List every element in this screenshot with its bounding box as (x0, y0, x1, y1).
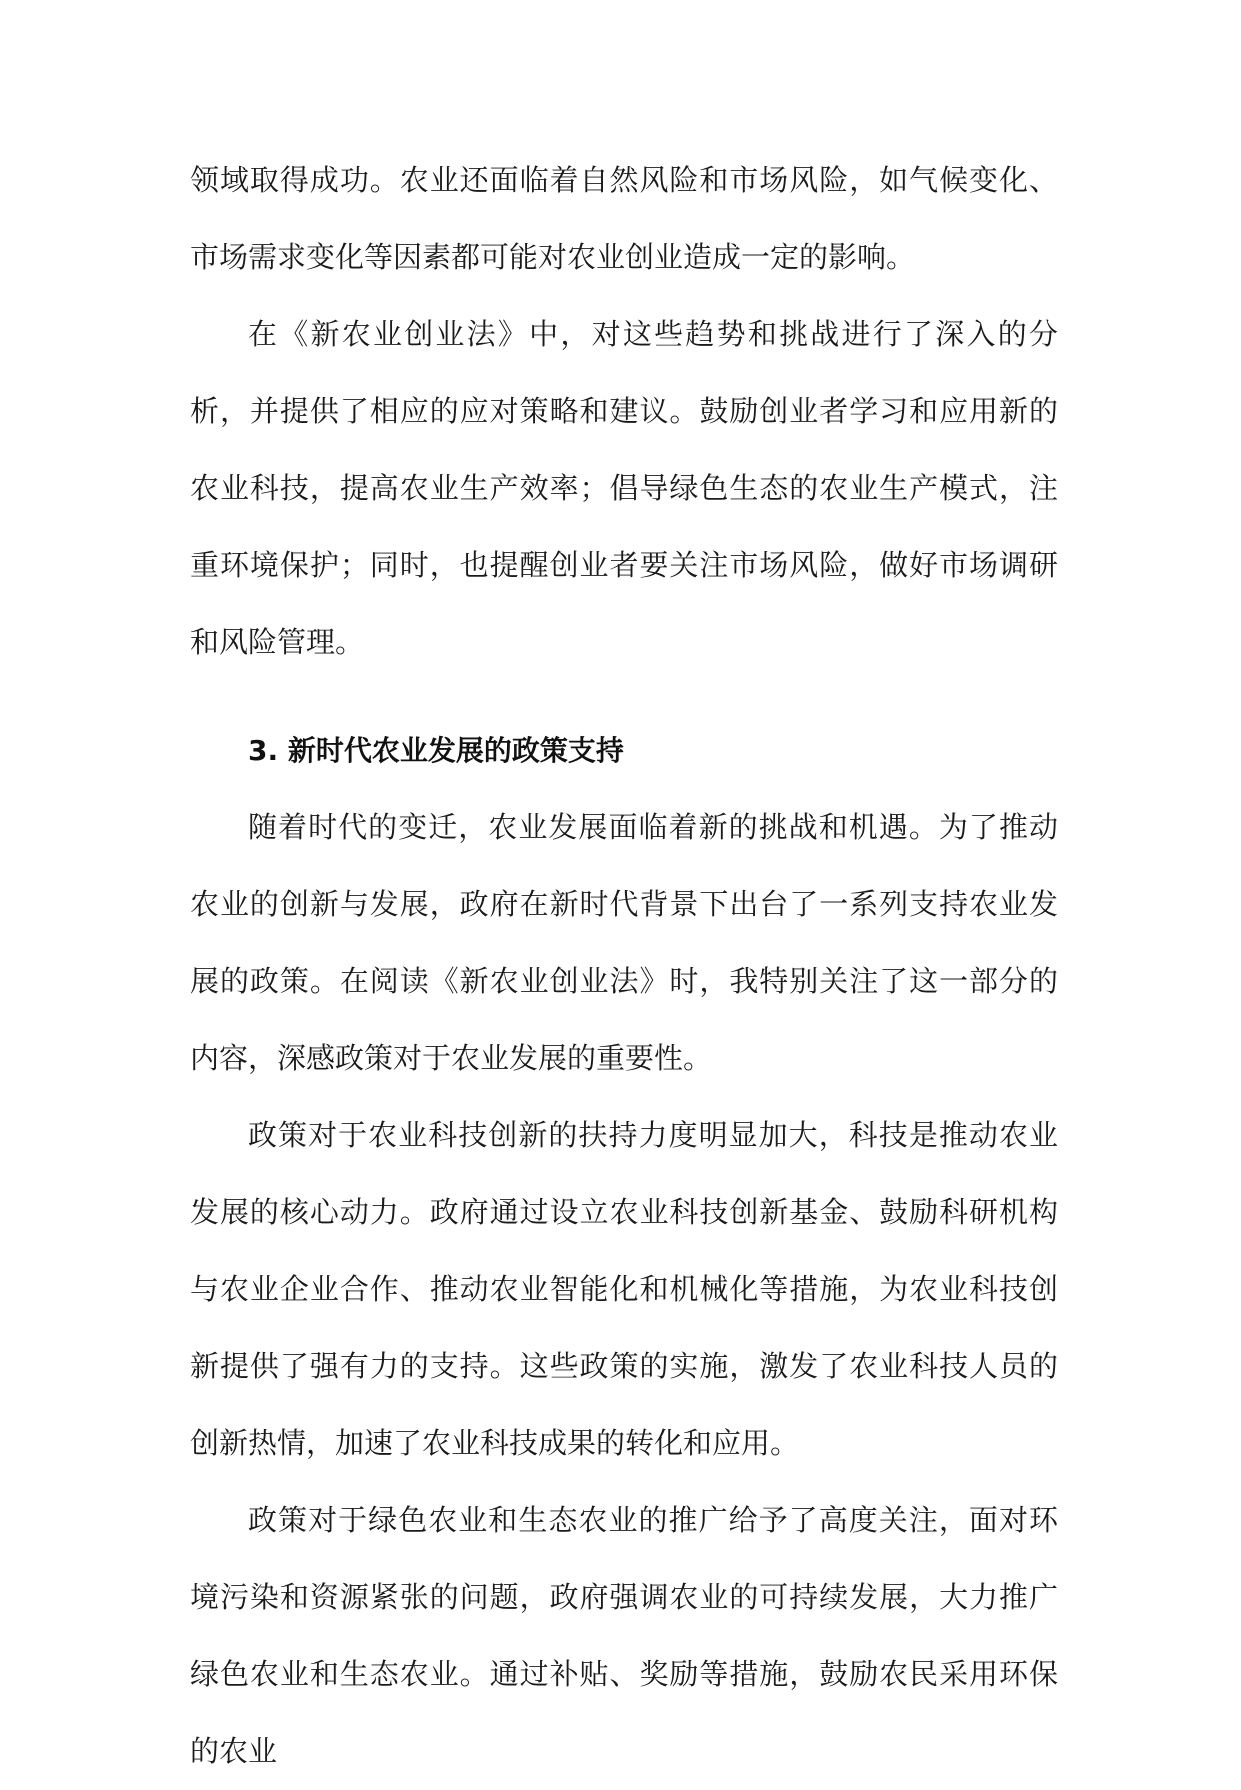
paragraph: 政策对于农业科技创新的扶持力度明显加大，科技是推动农业发展的核心动力。政府通过设立农业科技创新基金、鼓励科研机构与农业企业合作、推动农业智能化和机械化等措施，为农业科技创新提供了强有力的支持。这些政策的实施，激发了农业科技人员的创新热情，加速了农业科技成果的转化和应用。 (190, 1118, 1058, 1460)
paragraph: 在《新农业创业法》中，对这些趋势和挑战进行了深入的分析，并提供了相应的应对策略和建议。鼓励创业者学习和应用新的农业科技，提高农业生产效率；倡导绿色生态的农业生产模式，注重环境保护；同时，也提醒创业者要关注市场风险，做好市场调研和风险管理。 (190, 317, 1058, 659)
document-body (190, 142, 1058, 1790)
paragraph-continued: 领域取得成功。农业还面临着自然风险和市场风险，如气候变化、市场需求变化等因素都可能对农业创业造成一定的影响。 (190, 163, 1058, 274)
paragraph: 政策对于绿色农业和生态农业的推广给予了高度关注，面对环境污染和资源紧张的问题，政府强调农业的可持续发展，大力推广绿色农业和生态农业。通过补贴、奖励等措施，鼓励农民采用环保的农业 (190, 1503, 1058, 1768)
section-heading: 3. 新时代农业发展的政策支持 (248, 734, 624, 767)
paragraph: 随着时代的变迁，农业发展面临着新的挑战和机遇。为了推动农业的创新与发展，政府在新时代背景下出台了一系列支持农业发展的政策。在阅读《新农业创业法》时，我特别关注了这一部分的内容，深感政策对于农业发展的重要性。 (190, 810, 1058, 1075)
